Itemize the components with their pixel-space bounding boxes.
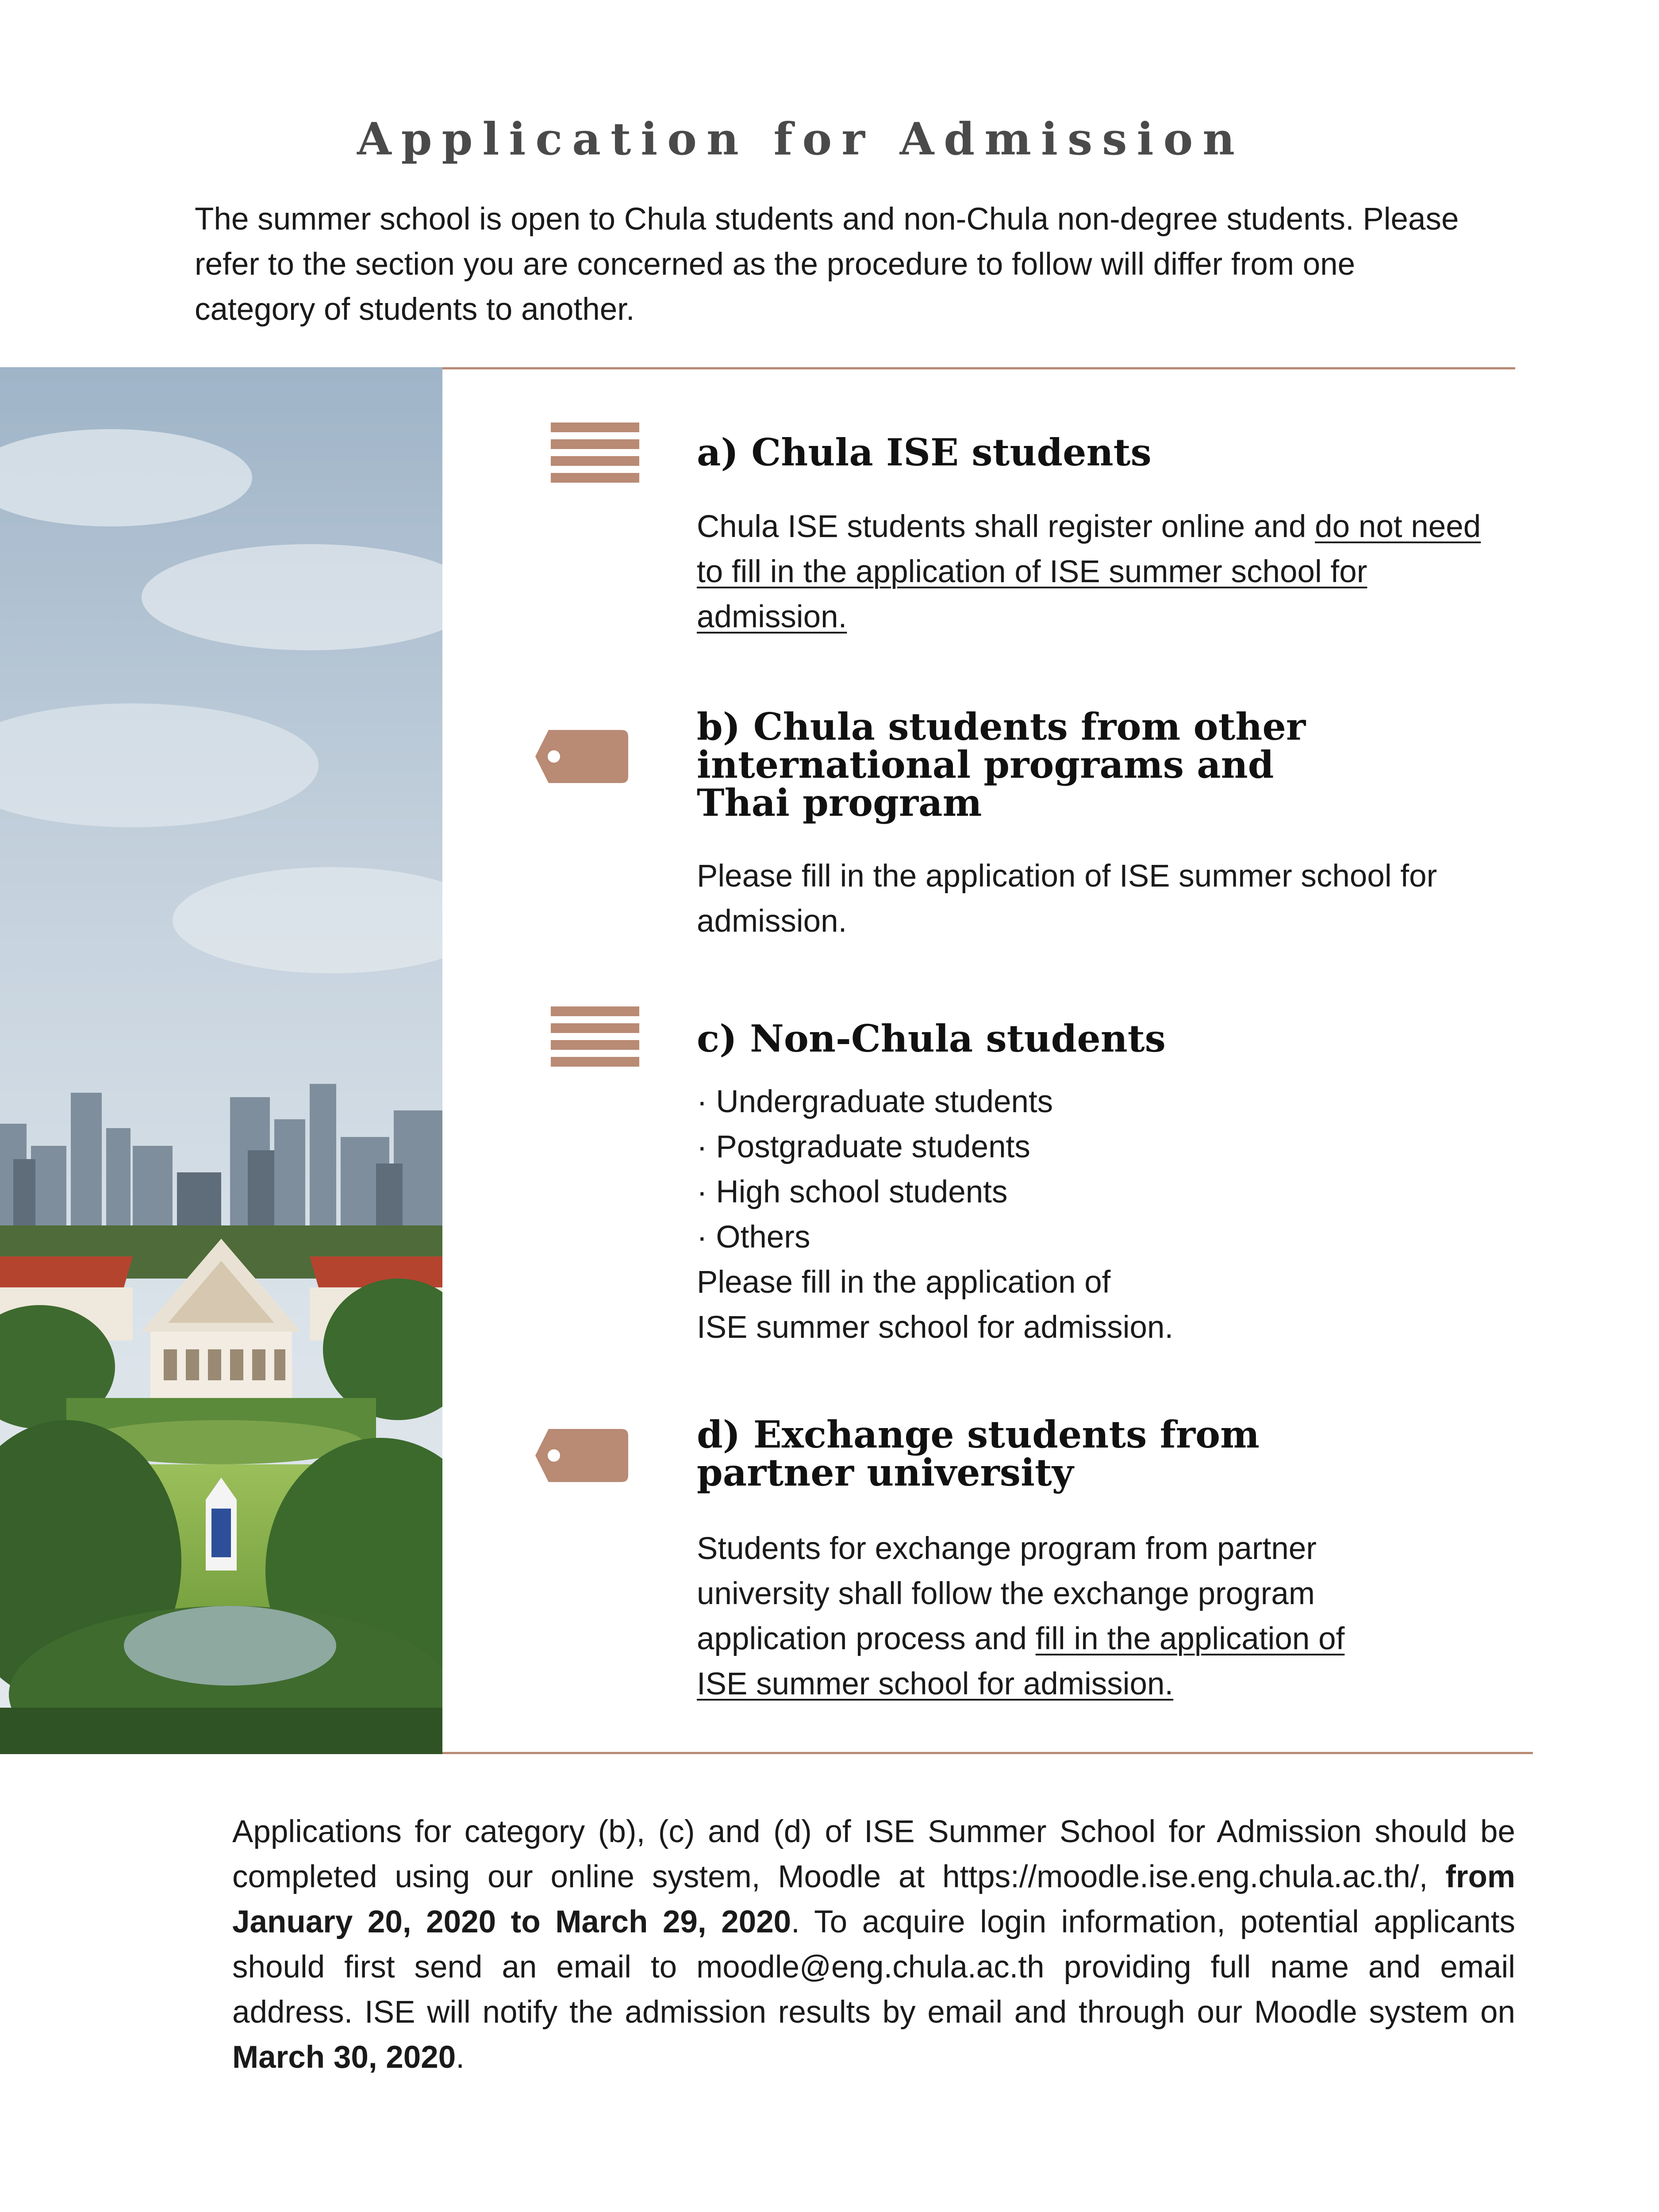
- footer-text: Applications for category (b), (c) and (d) of ISE Summer School for Admission should be completed using our online system, Moodle at https://moodle.ise.eng.chula.ac.th/,: [232, 1814, 1515, 1894]
- section-d-heading-line: d) Exchange students from: [697, 1413, 1260, 1456]
- list-item: · Undergraduate students: [697, 1084, 1053, 1119]
- campus-photo: [0, 367, 442, 1754]
- list-item: · Postgraduate students: [697, 1129, 1030, 1164]
- section-c-heading: c) Non-Chula students: [697, 1017, 1166, 1060]
- section-b-heading: [697, 705, 1306, 825]
- section-a-underlined-text: do not need to fill in the application of ISE summer school for admission.: [697, 509, 1481, 634]
- application-instructions: [232, 1809, 1515, 2080]
- section-a-heading: a) Chula ISE students: [697, 430, 1152, 474]
- section-a-text: [697, 504, 1484, 640]
- application-period: from January 20, 2020 to March 29, 2020: [232, 1859, 1515, 1939]
- section-b-heading-line: Thai program: [697, 781, 982, 825]
- section-b-heading-line: international programs and: [697, 743, 1274, 787]
- student-type-list: [697, 1079, 1484, 1260]
- section-d-text-plain: Students for exchange program from partner university shall follow the exchange program application process and: [697, 1531, 1317, 1656]
- section-d-heading-line: partner university: [697, 1451, 1074, 1494]
- page-title: Application for Admission: [357, 113, 1244, 165]
- section-c-text-line: ISE summer school for admission.: [697, 1310, 1174, 1345]
- tag-icon: [535, 1429, 628, 1484]
- section-b-text: Please fill in the application of ISE summer school for admission.: [697, 859, 1437, 939]
- results-date: March 30, 2020: [232, 2040, 456, 2075]
- menu-lines-icon: [551, 422, 639, 485]
- list-item: · Others: [697, 1220, 810, 1255]
- divider-bottom: [442, 1752, 1533, 1754]
- list-item: · High school students: [697, 1175, 1008, 1210]
- footer-text: .: [456, 2040, 465, 2075]
- section-c-text-line: Please fill in the application of: [697, 1265, 1111, 1300]
- section-a-text-plain: Chula ISE students shall register online and: [697, 509, 1315, 544]
- tag-icon: [535, 730, 628, 785]
- section-c-body: [697, 1079, 1484, 1350]
- section-d-text: [697, 1526, 1369, 1707]
- intro-paragraph: The summer school is open to Chula students and non-Chula non-degree students. Please refer to the section you are concerned as the procedure to follow will differ from one category of students to another.: [195, 202, 1459, 327]
- section-b-heading-line: b) Chula students from other: [697, 705, 1306, 749]
- section-d-heading: [697, 1413, 1260, 1494]
- section-d-underlined-text: fill in the application of ISE summer school for admission.: [697, 1621, 1345, 1701]
- footer-text: . To acquire login information, potential applicants should first send an email to moodle@eng.chula.ac.th providing full name and email address. ISE will notify the admission results by email and through our Moodle system on: [232, 1905, 1515, 2030]
- menu-lines-icon: [551, 1006, 639, 1069]
- divider-top: [442, 367, 1515, 369]
